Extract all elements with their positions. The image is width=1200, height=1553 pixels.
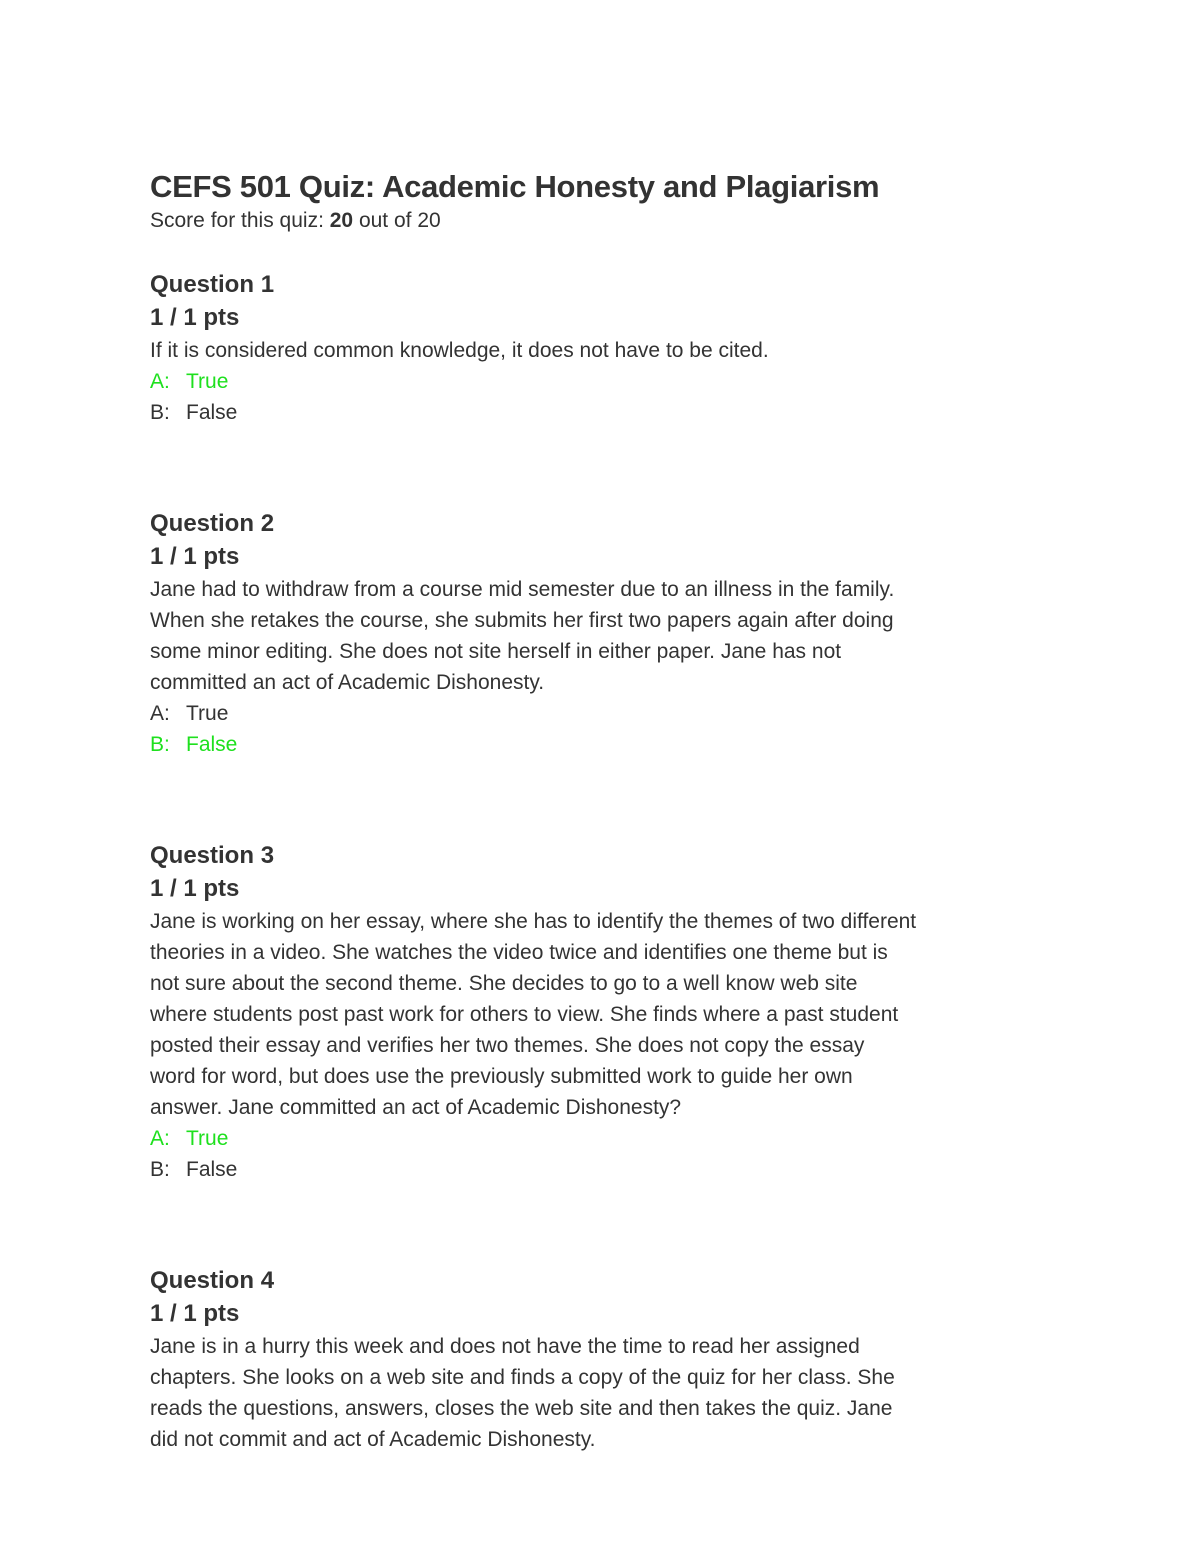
option-text: False	[186, 1158, 238, 1181]
question-1	[150, 269, 1070, 428]
question-text-line: If it is considered common knowledge, it does not have to be cited.	[150, 339, 769, 362]
question-text-line: not sure about the second theme. She decides to go to a well know web site	[150, 972, 858, 995]
question-points: 1 / 1 pts	[150, 543, 240, 570]
question-heading	[150, 269, 1070, 301]
question-text-line: some minor editing. She does not site herself in either paper. Jane has not	[150, 640, 842, 663]
question-text-line: posted their essay and verifies her two themes. She does not copy the essay	[150, 1034, 865, 1057]
answer-option-b	[150, 1154, 1070, 1185]
score-prefix: Score for this quiz:	[150, 209, 330, 232]
answer-option-a	[150, 1123, 1070, 1154]
question-text-line: committed an act of Academic Dishonesty.	[150, 671, 545, 694]
question-4	[150, 1265, 1070, 1455]
question-list	[150, 269, 1070, 1455]
question-number: 2	[260, 510, 275, 537]
question-text-line: Jane is working on her essay, where she has to identify the themes of two different	[150, 910, 917, 933]
option-text: True	[186, 702, 229, 725]
question-label: Question	[150, 1267, 255, 1294]
option-letter: B:	[150, 1158, 170, 1181]
quiz-title: CEFS 501 Quiz: Academic Honesty and Plagiarism	[150, 169, 880, 204]
option-letter: A:	[150, 1127, 170, 1150]
score-value: 20	[329, 209, 354, 232]
question-points: 1 / 1 pts	[150, 304, 240, 331]
answer-option-b	[150, 397, 1070, 428]
option-letter: B:	[150, 733, 170, 756]
quiz-document	[150, 168, 1070, 1455]
question-number: 3	[260, 842, 275, 869]
question-label: Question	[150, 842, 255, 869]
question-text-line: Jane is in a hurry this week and does not have the time to read her assigned	[150, 1335, 860, 1358]
question-text-line: When she retakes the course, she submits her first two papers again after doing	[150, 609, 894, 632]
question-number: 4	[260, 1267, 275, 1294]
option-text: True	[186, 1127, 229, 1150]
question-text-line: word for word, but does use the previously submitted work to guide her own	[150, 1065, 853, 1088]
question-label: Question	[150, 510, 255, 537]
option-letter: A:	[150, 370, 170, 393]
question-text-line: reads the questions, answers, closes the web site and then takes the quiz. Jane	[150, 1397, 893, 1420]
question-3	[150, 840, 1070, 1185]
option-letter: B:	[150, 401, 170, 424]
question-points: 1 / 1 pts	[150, 875, 240, 902]
answer-option-a	[150, 366, 1070, 397]
question-heading	[150, 1265, 1070, 1297]
question-number: 1	[260, 271, 275, 298]
question-2	[150, 508, 1070, 760]
quiz-score	[150, 206, 1070, 236]
option-text: True	[186, 370, 229, 393]
question-heading	[150, 508, 1070, 540]
option-text: False	[186, 733, 238, 756]
score-suffix: out of 20	[353, 209, 441, 232]
option-text: False	[186, 401, 238, 424]
question-text-line: did not commit and act of Academic Dishonesty.	[150, 1428, 596, 1451]
question-text-line: Jane had to withdraw from a course mid semester due to an illness in the family.	[150, 578, 895, 601]
answer-option-a	[150, 698, 1070, 729]
question-text-line: chapters. She looks on a web site and finds a copy of the quiz for her class. She	[150, 1366, 895, 1389]
question-heading	[150, 840, 1070, 872]
question-text-line: where students post past work for others to view. She finds where a past student	[150, 1003, 899, 1026]
answer-option-b	[150, 729, 1070, 760]
question-text-line: answer. Jane committed an act of Academic Dishonesty?	[150, 1096, 682, 1119]
option-letter: A:	[150, 702, 170, 725]
question-text-line: theories in a video. She watches the video twice and identifies one theme but is	[150, 941, 888, 964]
question-label: Question	[150, 271, 255, 298]
question-points: 1 / 1 pts	[150, 1300, 240, 1327]
